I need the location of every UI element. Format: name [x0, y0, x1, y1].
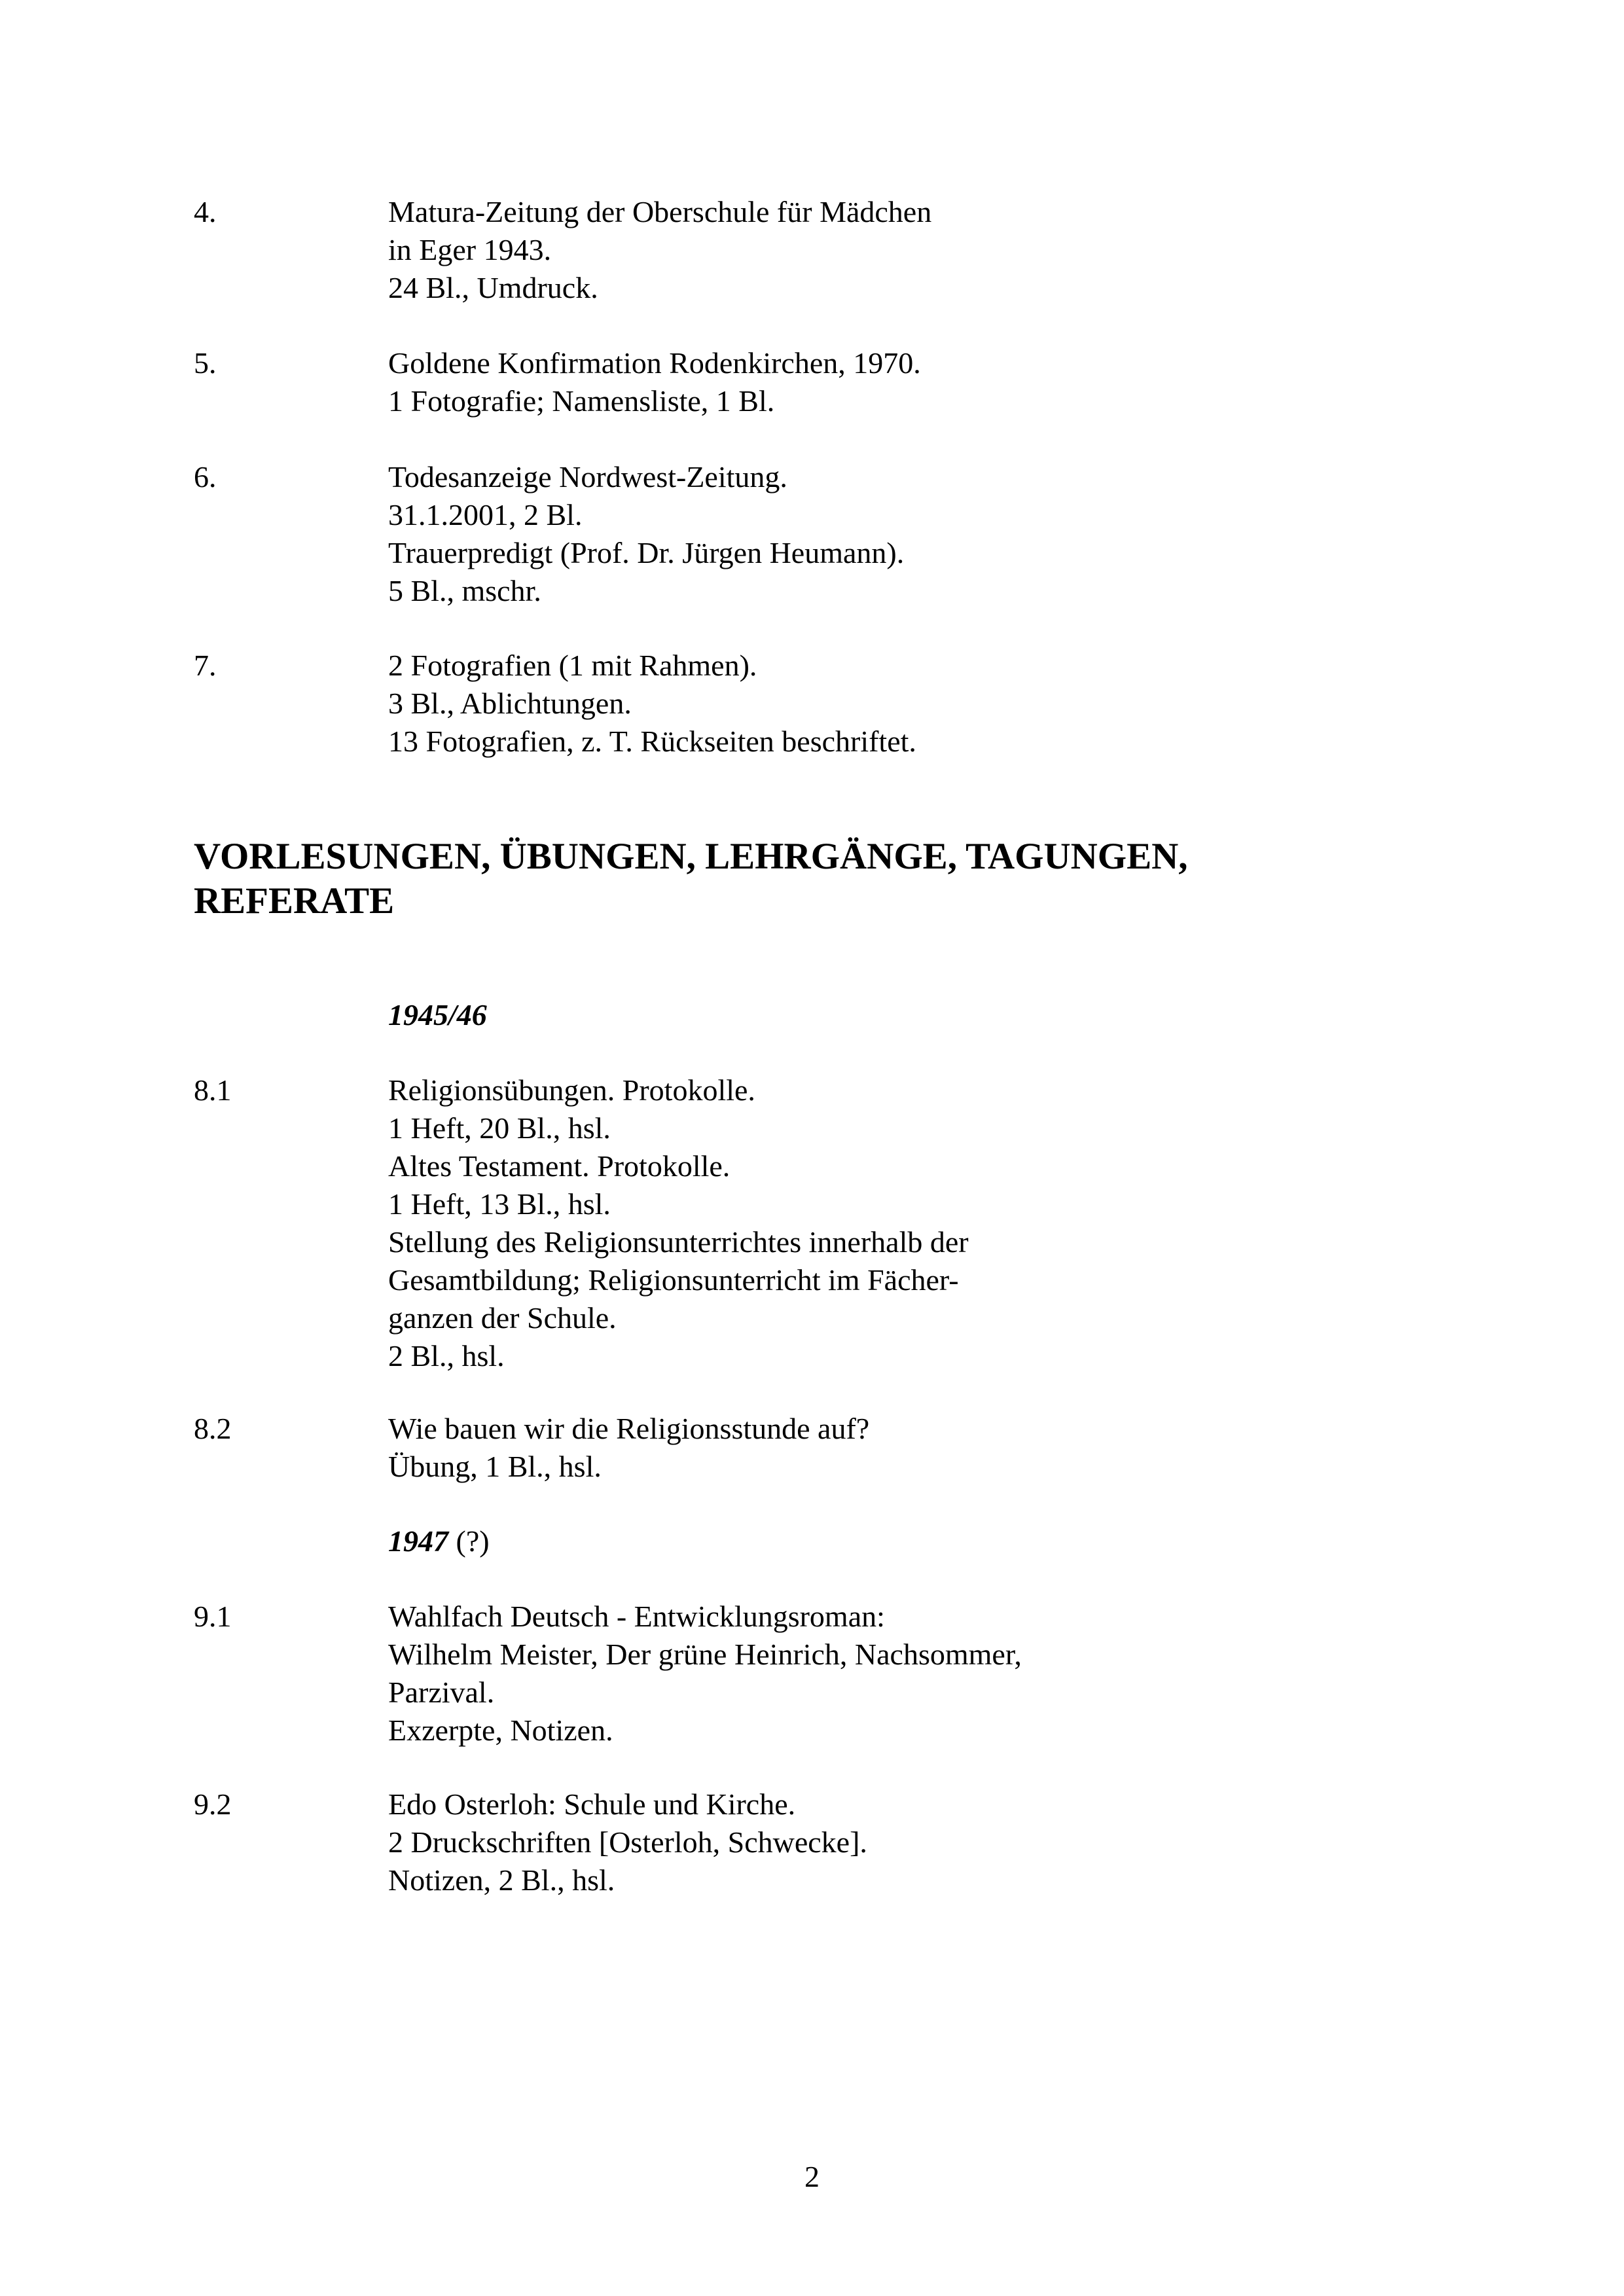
entry-line: Parzival.: [388, 1676, 495, 1709]
entry-line: Todesanzeige Nordwest-Zeitung.: [388, 460, 787, 493]
entry-number: 8.1: [194, 1073, 232, 1107]
entry-line: Notizen, 2 Bl., hsl.: [388, 1863, 615, 1897]
entry-line: 2 Bl., hsl.: [388, 1339, 505, 1372]
entry-text: [388, 1785, 1501, 1899]
entry-line: 13 Fotografien, z. T. Rückseiten beschriftet.: [388, 725, 916, 758]
entry-line: Goldene Konfirmation Rodenkirchen, 1970.: [388, 346, 921, 380]
entry-line: 2 Druckschriften [Osterloh, Schwecke].: [388, 1825, 867, 1859]
entry-line: Trauerpredigt (Prof. Dr. Jürgen Heumann).: [388, 536, 905, 569]
page-number: 2: [804, 2160, 820, 2193]
entry-number: 9.1: [194, 1600, 232, 1633]
entry-text: [388, 458, 1501, 610]
entry-text: [388, 344, 1501, 420]
entry-line: Matura-Zeitung der Oberschule für Mädchen: [388, 195, 932, 228]
entry-number: 8.2: [194, 1412, 232, 1445]
section-heading-line: VORLESUNGEN, ÜBUNGEN, LEHRGÄNGE, TAGUNGEN,: [194, 836, 1188, 877]
entry-number: 4.: [194, 195, 217, 228]
entry-number: 5.: [194, 346, 217, 380]
entry-line: ganzen der Schule.: [388, 1301, 617, 1335]
entry-line: Altes Testament. Protokolle.: [388, 1149, 731, 1183]
section-heading-line: REFERATE: [194, 880, 395, 922]
entry-line: 1 Heft, 20 Bl., hsl.: [388, 1111, 611, 1145]
section-heading: [194, 834, 1503, 924]
entry-line: Edo Osterloh: Schule und Kirche.: [388, 1787, 796, 1821]
entry-line: 1 Fotografie; Namensliste, 1 Bl.: [388, 384, 775, 418]
entry-line: 1 Heft, 13 Bl., hsl.: [388, 1187, 611, 1221]
entry-line: in Eger 1943.: [388, 233, 552, 266]
entry-text: [388, 1071, 1501, 1375]
year-label: 1947: [388, 1524, 448, 1558]
year-suffix: (?): [448, 1524, 490, 1558]
entry-text: [388, 647, 1501, 761]
entry-line: 2 Fotografien (1 mit Rahmen).: [388, 649, 757, 682]
entry-text: [388, 193, 1501, 307]
entry-number: 9.2: [194, 1787, 232, 1821]
entry-line: 24 Bl., Umdruck.: [388, 271, 598, 304]
entry-text: [388, 1410, 1501, 1486]
entry-line: 3 Bl., Ablichtungen.: [388, 687, 632, 720]
entry-text: [388, 1598, 1501, 1749]
entry-number: 7.: [194, 649, 217, 682]
entry-number: 6.: [194, 460, 217, 493]
entry-line: Exzerpte, Notizen.: [388, 1713, 613, 1747]
entry-line: Wilhelm Meister, Der grüne Heinrich, Nachsommer,: [388, 1638, 1022, 1671]
entry-line: 5 Bl., mschr.: [388, 574, 541, 607]
entry-line: Übung, 1 Bl., hsl.: [388, 1450, 602, 1483]
entry-line: Wie bauen wir die Religionsstunde auf?: [388, 1412, 870, 1445]
entry-line: Religionsübungen. Protokolle.: [388, 1073, 755, 1107]
entry-line: Gesamtbildung; Religionsunterricht im Fächer-: [388, 1263, 959, 1297]
entry-line: 31.1.2001, 2 Bl.: [388, 498, 583, 531]
entry-line: Stellung des Religionsunterrichtes innerhalb der: [388, 1225, 969, 1259]
year-subheading: [388, 996, 487, 1034]
year-label: 1945/46: [388, 998, 487, 1031]
entry-line: Wahlfach Deutsch - Entwicklungsroman:: [388, 1600, 885, 1633]
year-subheading: [388, 1522, 490, 1560]
